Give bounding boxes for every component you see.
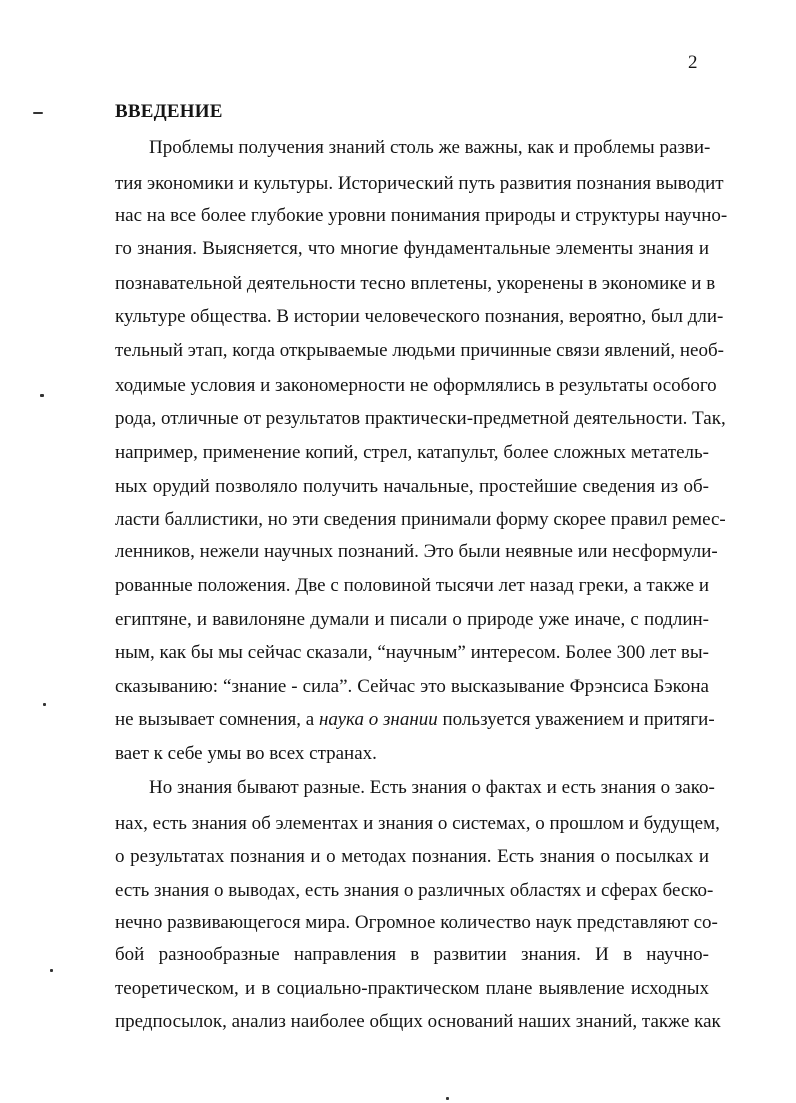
text-line: нас на все более глубокие уровни понимания природы и структуры научно- bbox=[115, 205, 728, 226]
text-line: ходимые условия и закономерности не оформлялись в результаты особого bbox=[115, 375, 717, 396]
text-line: тельный этап, когда открываемые людьми причинные связи явлений, необ- bbox=[115, 340, 724, 361]
text-line: Но знания бывают разные. Есть знания о фактах и есть знания о зако- bbox=[149, 777, 715, 798]
text-line: вает к себе умы во всех странах. bbox=[115, 743, 377, 764]
text-line bbox=[115, 709, 715, 731]
text-line: сказыванию: “знание - сила”. Сейчас это высказывание Фрэнсиса Бэкона bbox=[115, 676, 709, 697]
text-line: Проблемы получения знаний столь же важны, как и проблемы разви- bbox=[149, 137, 711, 158]
text-run: не вызывает сомнения, а bbox=[115, 709, 319, 730]
text-line: есть знания о выводах, есть знания о различных областях и сферах беско- bbox=[115, 880, 714, 901]
text-line: нах, есть знания об элементах и знания о системах, о прошлом и будущем, bbox=[115, 813, 720, 834]
text-line: египтяне, и вавилоняне думали и писали о природе уже иначе, с подлин- bbox=[115, 609, 709, 630]
scan-speck bbox=[50, 969, 53, 972]
text-line: познавательной деятельности тесно вплетены, укоренены в экономике и в bbox=[115, 273, 716, 294]
text-line: рованные положения. Две с половиной тысячи лет назад греки, а также и bbox=[115, 575, 709, 596]
text-line: например, применение копий, стрел, катапульт, более сложных метатель- bbox=[115, 442, 709, 463]
text-line: ленников, нежели научных познаний. Это были неявные или несформули- bbox=[115, 541, 718, 562]
scan-speck bbox=[446, 1097, 449, 1100]
page-number: 2 bbox=[688, 52, 698, 73]
italic-term: наука о знании bbox=[318, 709, 438, 730]
text-line: ных орудий позволяло получить начальные, простейшие сведения из об- bbox=[115, 476, 709, 497]
text-line: теоретическом, и в социально-практическом плане выявление исходных bbox=[115, 978, 709, 999]
text-line: культуре общества. В истории человеческого познания, вероятно, был дли- bbox=[115, 306, 724, 327]
scan-speck bbox=[33, 112, 43, 114]
text-line: го знания. Выясняется, что многие фундаментальные элементы знания и bbox=[115, 238, 709, 259]
text-line: рода, отличные от результатов практически-предметной деятельности. Так, bbox=[115, 408, 726, 429]
text-line: ным, как бы мы сейчас сказали, “научным” интересом. Более 300 лет вы- bbox=[115, 642, 709, 663]
scan-speck bbox=[40, 394, 44, 397]
text-line: нечно развивающегося мира. Огромное количество наук представляют со- bbox=[115, 912, 718, 933]
scan-speck bbox=[43, 703, 46, 706]
text-run: пользуется уважением и притяги- bbox=[437, 709, 715, 730]
text-line: ласти баллистики, но эти сведения принимали форму скорее правил ремес- bbox=[115, 509, 726, 530]
text-line: тия экономики и культуры. Исторический путь развития познания выводит bbox=[115, 173, 724, 194]
text-line: о результатах познания и о методах познания. Есть знания о посылках и bbox=[115, 846, 709, 867]
text-line: предпосылок, анализ наиболее общих оснований наших знаний, также как bbox=[115, 1011, 721, 1032]
section-heading: ВВЕДЕНИЕ bbox=[115, 101, 223, 122]
text-line: бой разнообразные направления в развитии знания. И в научно- bbox=[115, 944, 709, 965]
